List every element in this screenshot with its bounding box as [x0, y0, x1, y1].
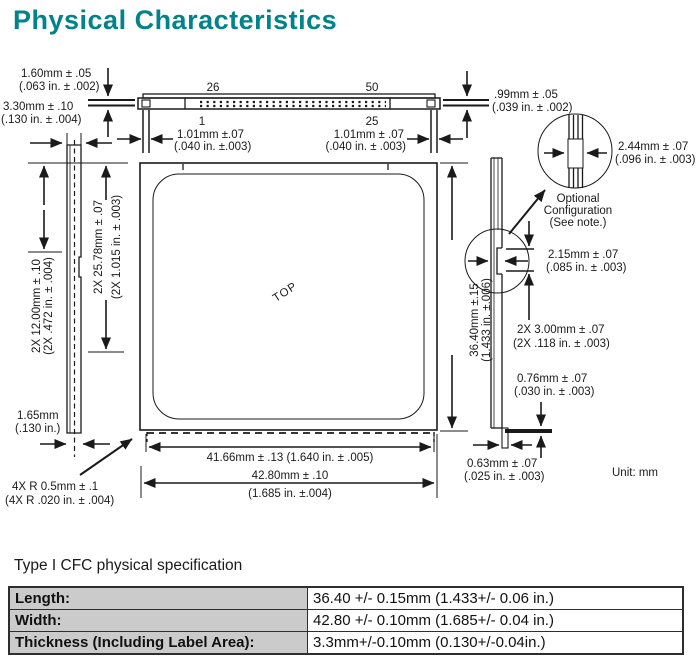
table-row	[9, 610, 683, 632]
dim-0-63mm-label-in: (.025 in. ± .003)	[464, 471, 545, 483]
spec-thickness-label: Thickness (Including Label Area):	[9, 632, 308, 655]
optional-config-label-3: (See note.)	[549, 217, 607, 229]
dim-42-80mm-label: 42.80mm ± .10	[251, 470, 329, 482]
dim-1-60mm-label-in: (.063 in. ± .002)	[19, 81, 100, 93]
dim-0-99mm	[443, 71, 489, 138]
dim-1-01mm-right-label-in: (.040 in. ± .003)	[325, 141, 406, 153]
dim-3-30mm-label: 3.30mm ± .10	[3, 101, 74, 113]
dim-3-00mm-label-in: (2X .118 in. ± .003)	[513, 338, 610, 350]
physical-spec-table	[8, 586, 684, 655]
card-top-label: TOP	[271, 280, 300, 305]
table-caption: Type I CFC physical specification	[14, 557, 243, 574]
label-area-dashed-edge	[147, 432, 434, 442]
optional-config-label-2: Configuration	[543, 205, 613, 217]
dim-1-65mm-label: 1.65mm	[17, 410, 59, 422]
spec-width-value: 42.80 +/- 0.10mm (1.685+/- 0.04 in.)	[308, 610, 684, 632]
optional-config-label-1: Optional	[556, 193, 600, 205]
dim-3-30mm-label-in: (.130 in. ± .004)	[1, 114, 82, 126]
spec-width-label: Width:	[9, 610, 308, 632]
dim-0-76mm-label-in: (.030 in. ± .003)	[514, 386, 595, 398]
pin-26-label: 26	[206, 82, 220, 94]
dim-1-60mm-label: 1.60mm ± .05	[21, 68, 92, 80]
card-right-side-view	[491, 158, 552, 448]
dim-36-40mm-label: 36.40mm ±.15	[469, 283, 481, 357]
card-left-side-view	[67, 140, 81, 457]
pin-25-label: 25	[365, 116, 379, 128]
dim-25-78mm-label-in: (2X 1.015 in. ± .003)	[111, 194, 123, 300]
dim-1-65mm-label-in: (.130 in.)	[15, 423, 61, 435]
dim-1-01mm-left-label-in: (.040 in. ±.003)	[174, 141, 252, 153]
dim-corner-radius-label-in: (4X R .020 in. ± .004)	[5, 495, 115, 507]
dim-1-01mm-left-label: 1.01mm ±.07	[177, 129, 245, 141]
dim-3-30mm	[30, 133, 112, 151]
table-row	[9, 632, 683, 655]
dim-1-01mm-right-label: 1.01mm ± .07	[333, 129, 404, 141]
dim-36-40mm-label-in: (1.433 in. ±.006)	[481, 278, 493, 362]
dim-2-44mm-label-in: (.096 in. ± .003)	[615, 154, 696, 166]
dim-0-63mm-label: 0.63mm ± .07	[467, 458, 538, 470]
dim-1-01mm-right	[407, 110, 463, 153]
spec-length-label: Length:	[9, 587, 308, 610]
dim-0-76mm-label: 0.76mm ± .07	[517, 373, 588, 385]
dim-41-66mm	[146, 434, 434, 452]
dim-0-99mm-label-in: (.039 in. ± .002)	[492, 102, 573, 114]
dim-0-99mm-label: .99mm ± .05	[494, 89, 558, 101]
dim-2-15mm-label: 2.15mm ± .07	[548, 249, 619, 261]
dim-3-00mm-label: 2X 3.00mm ± .07	[517, 324, 605, 336]
dim-12-00mm-label-in: (2X .472 in. ± .004)	[43, 257, 55, 355]
dim-corner-radius-label: 4X R 0.5mm ± .1	[12, 481, 99, 493]
table-row	[9, 587, 683, 610]
dim-36-40mm	[440, 163, 468, 431]
dim-42-80mm-label-in: (1.685 in. ±.004)	[248, 488, 332, 500]
dim-1-60mm	[88, 68, 135, 137]
dim-25-78mm-label: 2X 25.78mm ± .07	[93, 200, 105, 294]
connector-front-view	[138, 94, 440, 109]
pin-50-label: 50	[365, 82, 379, 94]
page-title: Physical Characteristics	[13, 5, 338, 35]
unit-note: Unit: mm	[612, 467, 658, 479]
dim-1-01mm-left	[117, 110, 173, 153]
dim-12-00mm-label: 2X 12.00mm ± .10	[31, 259, 43, 353]
dim-2-44mm-label: 2.44mm ± .07	[618, 141, 689, 153]
spec-thickness-value: 3.3mm+/-0.10mm (0.130+/-0.04in.)	[308, 632, 684, 655]
dim-2-15mm-label-in: (.085 in. ± .003)	[546, 262, 627, 274]
dim-41-66mm-label: 41.66mm ± .13 (1.640 in. ± .005)	[206, 452, 374, 464]
pin-1-label: 1	[198, 116, 206, 128]
spec-length-value: 36.40 +/- 0.15mm (1.433+/- 0.06 in.)	[308, 587, 684, 610]
